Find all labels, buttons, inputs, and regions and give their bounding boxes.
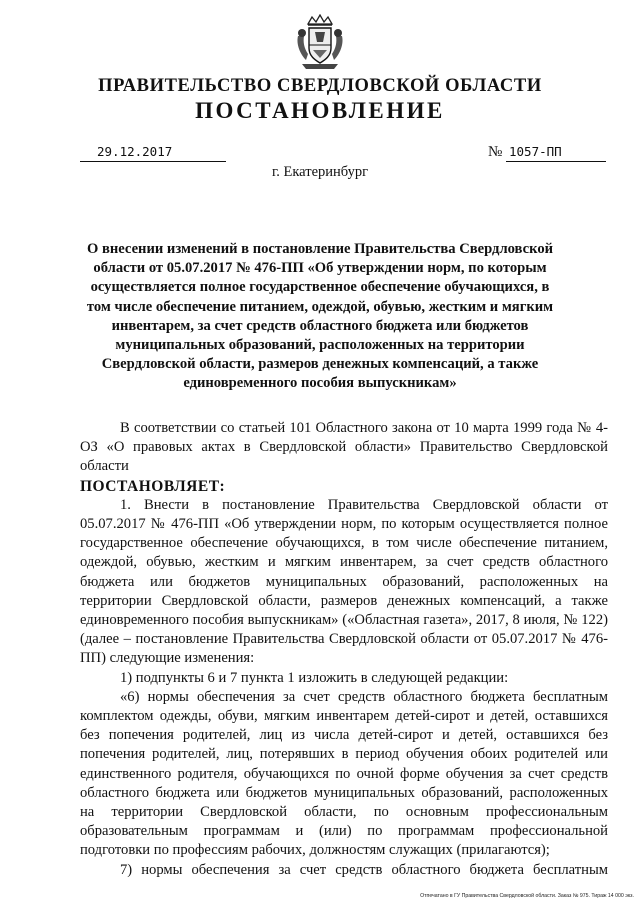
city-line: г. Екатеринбург bbox=[271, 164, 369, 180]
subitem-1-paragraph: 1) подпункты 6 и 7 пункта 1 изложить в следующей редакции: bbox=[120, 669, 509, 686]
document-body bbox=[80, 419, 608, 880]
coat-of-arms-icon bbox=[294, 14, 346, 72]
number-field bbox=[506, 144, 606, 162]
date-field bbox=[80, 144, 226, 162]
item-1-paragraph: 1. Внести в постановление Правительства Свердловской области от 05.07.2017 № 476-ПП «Об утверждении норм, по которым осуществляется полное государственное обеспечение обучающихся, в том числе обеспечение питанием, одеждой, обувью, жестким и мягким инвентарем, за счет средств областного бюджета или бюджетов муниципальных образований, расположенных на территории Свердловской области, размеров денежных компенсаций, а также единовременного пособия выпускникам» («Областная газета», 2017, 8 июля, № 122) (далее – постановление Правительства Свердловской области от 05.07.2017 № 476-ПП) следующие изменения: bbox=[80, 496, 608, 667]
number-prefix: № bbox=[488, 144, 503, 160]
organization-title: ПРАВИТЕЛЬСТВО СВЕРДЛОВСКОЙ ОБЛАСТИ bbox=[98, 76, 542, 96]
preamble-paragraph: В соответствии со статьей 101 Областного закона от 10 марта 1999 года № 4-ОЗ «О правовых актах в Свердловской области» Правительство Свердловской области bbox=[80, 420, 608, 475]
document-type-title: ПОСТАНОВЛЕНИЕ bbox=[195, 98, 445, 123]
print-footer-note: Отпечатано в ГУ Правительства Свердловской области. Заказ № 975. Тираж 14 000 экз. bbox=[420, 893, 634, 899]
document-date: 29.12.2017 bbox=[97, 144, 173, 159]
ruling-word: ПОСТАНОВЛЯЕТ: bbox=[80, 477, 226, 495]
quote-item-6-paragraph: «6) нормы обеспечения за счет средств областного бюджета бесплатным комплектом одежды, обуви, мягким инвентарем детей-сирот и детей, оставшихся без попечения родителей, лиц из числа детей-сирот и детей, оставшихся без попечения родителей, лиц, потерявших в период обучения обоих родителей или единственного родителя, обучающихся по очной форме обучения за счет средств областного бюджета или бюджетов муниципальных образований, расположенных на территории Свердловской области, по основным профессиональным образовательным программам и (или) по программам профессиональной подготовки по профессиям рабочих, должностям служащих (прилагаются); bbox=[80, 688, 608, 859]
document-number: 1057-ПП bbox=[509, 144, 562, 159]
quote-item-7-paragraph: 7) нормы обеспечения за счет средств областного бюджета бесплатным bbox=[120, 861, 608, 878]
document-heading: О внесении изменений в постановление Правительства Свердловской области от 05.07.2017 № 476-ПП «Об утверждении норм, по которым осуществляется полное государственное обеспечение обучающихся, в том числе обеспечение питанием, одеждой, обувью, жестким и мягким инвентарем, за счет средств областного бюджета или бюджетов муниципальных образований, расположенных на территории Свердловской области, размеров денежных компенсаций, а также единовременного пособия выпускникам» bbox=[86, 241, 554, 392]
